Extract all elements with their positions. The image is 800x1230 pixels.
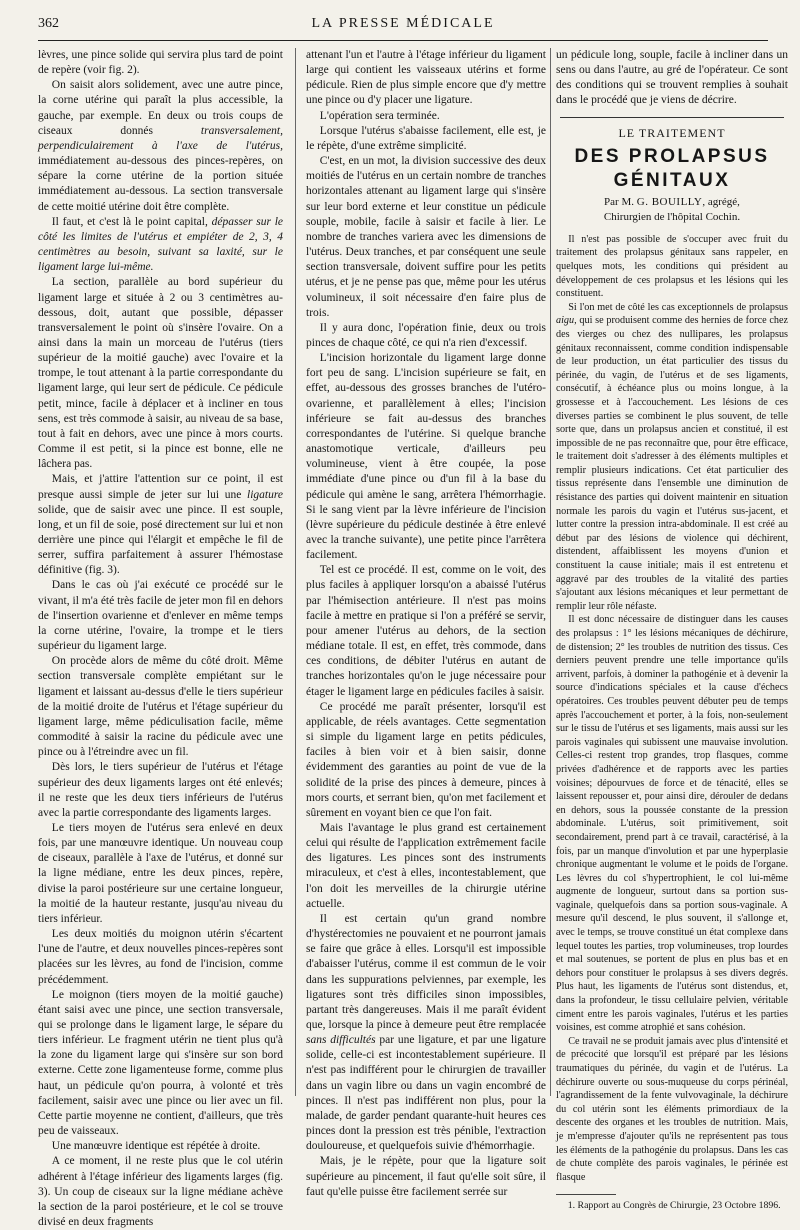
author-name: G. BOUILLY xyxy=(636,195,703,208)
article-title: DES PROLAPSUS GÉNITAUX xyxy=(574,145,770,191)
paragraph: Ce travail ne se produit jamais avec plus d'intensité et de précocité que lorsqu'il est préparé par les lésions traumatiques du périnée, du vagin et de l'utérus. La déchirure ouverte ou sous-muqueuse du corps périnéal, l'agrandissement de la fente vulvovaginale, la déchirure du col utérin sont les éléments primordiaux de la descente des organes et les troubles de nutrition. Mais, je m'empresse d'ajouter qu'ils ne représentent pas tous les éléments de la pathogénie du prolapsus. Dans les cas de chute complète des parois vaginales, le périnée est flasque xyxy=(556,1035,788,1183)
journal-title: LA PRESSE MÉDICALE xyxy=(311,16,495,31)
paragraph: Le moignon (tiers moyen de la moitié gauche) étant saisi avec une pince, une section transversale, qui se prolonge dans le ligament large, le sépare du tiers inférieur. Le fragment utérin ne tient plus qu'à la zone du ligament large qui s'insère sur son bord externe. Cette zone ligamenteuse forme, comme plus haut, un pédicule qu'on pourra, à volonté et très facilement, saisir avec une pince ou lier avec un fil. Cette partie moyenne ne contient, d'ailleurs, que très peu de vaisseaux. xyxy=(38,988,283,1138)
paragraph: Dès lors, le tiers supérieur de l'utérus et l'étage supérieur des deux ligaments larges ont été enlevés; il ne reste que les deux tiers inférieurs de l'utérus avec la partie correspondante des ligaments larges. xyxy=(38,761,283,819)
article-body xyxy=(556,233,788,1185)
paragraph: Dans le cas où j'ai exécuté ce procédé sur le vivant, il m'a été très facile de jeter mon fil en dehors de l'insertion ovarienne et d'enlever en même temps la corne utérine, l'ovaire, la trompe et le tiers supérieur du ligament large. xyxy=(38,579,283,653)
paragraph: Il y aura donc, l'opération finie, deux ou trois pinces de chaque côté, ce qui n'a rien d'excessif. xyxy=(306,321,546,349)
paragraph: Ce procédé me paraît présenter, lorsqu'il est applicable, de réels avantages. Cette segmentation si simple du ligament large en petits pédicules, faciles à bien voir et à bien saisir, donne évidemment des garanties au point de vue de la solidité de la prise des pinces à demeure, pinces à mors courts, et serrant bien, qu'on met facilement et sûrement en voyant bien ce que l'on fait. xyxy=(306,700,546,819)
text-column-left xyxy=(38,48,284,1229)
paragraph: attenant l'un et l'autre à l'étage inférieur du ligament large qui contient les vaisseaux utérins et forme pédicule. Rien de plus simple encore que d'y mettre une pince ou d'y placer une ligature. xyxy=(306,49,546,107)
paragraph: Lorsque l'utérus s'abaisse facilement, elle est, je le répète, d'une extrême simplicité. xyxy=(306,124,546,152)
paragraph: L'opération sera terminée. xyxy=(319,109,440,122)
section-label: LE TRAITEMENT xyxy=(618,125,726,140)
column-divider xyxy=(295,48,296,1096)
paragraph: un pédicule long, souple, facile à incliner dans un sens ou dans l'autre, au gré de l'opérateur. Ce sont des conditions qui se trouvent remplies à souhait dans le procédé que je viens de décrire. xyxy=(556,49,788,107)
paragraph: On procède alors de même du côté droit. Même section transversale complète empiétant sur le ligament et laissant au-dessus d'elle le tiers supérieur de la moitié droite de l'utérus et l'étage supérieur du ligament large, même pédiculisation facile, même commodité à saisir la racine du pédicule avec une pince ou à l'étreindre avec un fil. xyxy=(38,655,283,759)
paragraph: Il est donc nécessaire de distinguer dans les causes des prolapsus : 1° les lésions mécaniques de déchirure, de distension; 2° les troubles de nutrition des tissus. Ces derniers peuvent prendre une telle importance qu'ils arrivent, parfois, à dominer la pathogénie et à devenir la source d'indications spéciales et la cause d'échecs opératoires. Ces troubles peuvent débuter peu de temps après l'accouchement et porter, à la fois, non-seulement sur le tissu de l'utérus et ses ligaments, mais aussi sur les parois vaginales qui subissent une mauvaise involution. Celles-ci restent trop grandes, trop flasques, comme privées d'adhérence et de rapports avec les parties voisines; dépourvues de force et de ténacité, elles se laissent repousser et, pour ainsi dire, dérouler de dedans en dehors, sous la poussée constante de la pression abdominale. L'utérus, soit primitivement, soit secondairement, prend part à ce travail, caractérisé, à la fois, par un manque d'involution et par une hyperplasie chronique augmentant le volume et le poids de l'organe. Les lèvres du col s'hypertrophient, le col lui-même augmente de longueur, surtout dans sa portion sus-vaginale, quelquefois dans sa portion sous-vaginale. A mesure qu'il descend, le plus souvent, il s'allonge et, avec le temps, se trouve constitué un état complexe dans lequel toutes les parties, trop volumineuses, trop lourdes et mal soutenues, se portent de plus en plus bas et en dehors pour constituer le prolapsus à ses divers degrés. Plus haut, les ligaments de l'utérus sont distendus, et, dans la profondeur, le tissu cellulaire pelvien, véritable ciment entre les parois vaginales, l'utérus et les parties voisines, est comme atrophié et sans cohésion. xyxy=(556,614,788,1034)
text-column-right xyxy=(556,48,789,1212)
paragraph: Les deux moitiés du moignon utérin s'écartent l'une de l'autre, et deux nouvelles pinces-repères sont placées sur les lèvres, au fond de l'incision, comme précédemment. xyxy=(38,928,283,986)
paragraph: Tel est ce procédé. Il est, comme on le voit, des plus faciles à appliquer lorsqu'on a abaissé l'utérus par l'hémisection antérieure. Il n'est pas moins facile à mettre en pratique si l'on a préféré se servir, pour amener l'utérus au dehors, de la section médiane totale. Il est, en effet, très commode, dans ces conditions, de débiter l'utérus en autant de tranches horizontales qu'on le juge nécessaire pour étager le ligament large en pédicules faciles à saisir. xyxy=(306,564,546,698)
paragraph: On saisit alors solidement, avec une autre pince, la corne utérine qui paraît la plus accessible, la gauche, par exemple. En deux ou trois coups de ciseaux donnés transversalement, perpendiculairement à l'axe de l'utérus, immédiatement au-dessous des pinces-repères, on sépare la corne utérine de la portion située immédiatement au-dessous. La section transversale de cette moitié utérine doit être complète. xyxy=(38,79,283,213)
author-line: Par M. G. BOUILLY, agrégé, xyxy=(604,195,740,208)
paragraph: Si l'on met de côté les cas exceptionnels de prolapsus aigu, qui se produisent comme des hernies de force chez des vierges ou chez des nullipares, les prolapsus génitaux reconnaissent, comme condition indispensable de leur production, un état particulier des tissus du périnée, du vagin, de l'utérus et de ses ligaments, consécutif, à échéance plus ou moins longue, à la grossesse et à l'accouchement. Les lésions de ces diverses parties se combinent le plus souvent, de telle sorte que, dans un prolapsus ancien et constitué, il est impossible de ne pas reconnaître que, pour être efficace, le traitement doit s'adresser à des éléments multiples et remplir plusieurs indications. Cet état particulier des tissus représente dans l'ensemble une diminution de résistance des parties qui doivent maintenir en situation normale les parois du vagin et l'utérus sus-jacent, et lutter contre la pression intra-abdominale. Il est créé au début par des lésions de violence qui déchirent, distendent, affaiblissent les moyens d'union et constituent la cause initiale; mais il est entretenu et aggravé par des troubles de la vitalité des parties s'ajoutant aux lésions mécaniques et leur permettant de remplir leur rôle néfaste. xyxy=(556,301,789,612)
paragraph: Le tiers moyen de l'utérus sera enlevé en deux fois, par une manœuvre identique. Un nouveau coup de ciseaux, parallèle à l'axe de l'utérus, et donné sur la ligne médiane, entre les deux pinces, repère, divise la paroi postérieure sur une certaine longueur, la moitié de la hauteur restante, jusqu'au niveau du tiers inférieur. xyxy=(38,821,283,925)
paragraph: lèvres, une pince solide qui servira plus tard de point de repère (voir fig. 2). xyxy=(38,49,283,77)
section-divider xyxy=(560,117,784,118)
page-number: 362 xyxy=(38,16,59,31)
paragraph: Une manœuvre identique est répétée à droite. xyxy=(51,1140,261,1153)
paragraph: L'incision horizontale du ligament large donne fort peu de sang. L'incision supérieure se fait, en effet, au-dessous des grosses branches de l'utéro-ovarienne, et parallèlement à elles; l'incision inférieure se fait au-dessus des branches correspondantes de l'utérine. Si quelque branche anastomotique verticale, d'ailleurs peu volumineuse, vient à être coupée, la pose immédiate d'une pince ou d'un fil à la base du pédicule qui amène le sang, arrêtera l'hémorrhagie. Si le sang vient par la lèvre inférieure de l'incision (lèvre supérieure du pédicule destinée à être enlevé avec la tranche suivante), une petite pince l'arrêtera facilement. xyxy=(306,352,546,562)
footnote: 1. Rapport au Congrès de Chirurgie, 23 Octobre 1896. xyxy=(567,1200,781,1212)
paragraph: Mais, je le répète, pour que la ligature soit supérieure au pincement, il faut qu'elle soit sûre, il faut qu'elle puisse être facilement serrée sur xyxy=(306,1155,546,1198)
paragraph: La section, parallèle au bord supérieur du ligament large et située à 2 ou 3 centimètres au-dessous, doit, autant que possible, dépasser transversalement le point où s'insère l'ovaire. On a ainsi dans la main un morceau de l'utérus (tiers supérieur de la moitié gauche) avec l'ovaire et la trompe, le tout attenant à la partie correspondante du ligament large, qui leur sert de pédicule. Ce pédicule petit, mince, facile à déplacer et à incliner en tous sens, est très commode à saisir, au niveau de sa base, tout à fait en dehors, avec une pince à mors courts. Comme il est petit, si la pince est bonne, elle ne lâchera pas. xyxy=(38,276,283,471)
paragraph: Mais, et j'attire l'attention sur ce point, il est presque aussi simple de jeter sur lui une ligature solide, que de saisir avec une pince. Il est souple, long, et un fil de soie, posé directement sur lui et non derrière une pince qui l'élargit et empêche le fil de serrer, suffira parfaitement à assurer l'hémostase définitive (fig. 3). xyxy=(38,473,283,577)
text-column-middle xyxy=(306,48,547,1198)
paragraph: Il est certain qu'un grand nombre d'hystérectomies ne pouvaient et ne pourront jamais se faire que grâce à elles. Lorsqu'il est impossible d'abaisser l'utérus, comme il est commun de le voir dans les suppurations pelviennes, par exemple, les ligatures sont très difficiles sinon impossibles, partant très dangereuses. Mais il me paraît évident que, lorsque la pince à demeure peut être remplacée sans difficultés par une ligature, et par une ligature solide, celle-ci est incontestablement supérieure. Il n'est pas indifférent pour le chirurgien de travailler dans un vagin libre ou dans un vagin encombré de pinces. Il n'est pas indifférent non plus, pour la malade, de garder pendant quarante-huit heures ces pinces dont la pression est très pénible, l'extraction douloureuse, et quelquefois suivie d'hémorrhagie. xyxy=(306,912,547,1153)
paragraph: A ce moment, il ne reste plus que le col utérin adhérent à l'étage inférieur des ligaments larges (fig. 3). Un coup de ciseaux sur la ligne médiane achève la section de la paroi postérieure, et le col se trouve divisé en deux fragments xyxy=(38,1155,283,1229)
author-affiliation: Chirurgien de l'hôpital Cochin. xyxy=(603,210,741,223)
running-head xyxy=(38,14,768,36)
paragraph: Mais l'avantage le plus grand est certainement celui qui résulte de l'application extrêmement facile des ligatures. Les pinces sont des instruments miraculeux, et c'est à elles, incontestablement, que l'on doit les merveilles de la chirurgie utérine actuelle. xyxy=(306,821,546,910)
header-rule xyxy=(38,40,768,41)
footnote-rule xyxy=(556,1194,616,1195)
paragraph: Il faut, et c'est là le point capital, dépasser sur le côté les limites de l'utérus et empiéter de 2, 3, 4 centimètres au besoin, suivant sa laxité, sur le ligament large lui-même. xyxy=(38,215,284,274)
paragraph: Il n'est pas possible de s'occuper avec fruit du traitement des prolapsus génitaux sans rappeler, en quelques mots, les conditions qui président au développement de ces prolapsus et les lésions qui les constituent. xyxy=(556,233,788,300)
column-divider xyxy=(550,48,551,1096)
paragraph: C'est, en un mot, la division successive des deux moitiés de l'utérus en un certain nombre de tranches horizontales attenant au ligament large qui s'insère sur leur bord externe et leur constitue un pédicule souple, mobile, facile à saisir et facile à lier. Le nombre de tranches variera avec les dimensions de l'utérus. Deux tranches, et par conséquent une seule section transversale, doivent suffire pour les petits utérus, et je ne pense pas que, même pour les utérus volumineux, il soit nécessaire d'en faire plus de trois. xyxy=(306,155,546,319)
